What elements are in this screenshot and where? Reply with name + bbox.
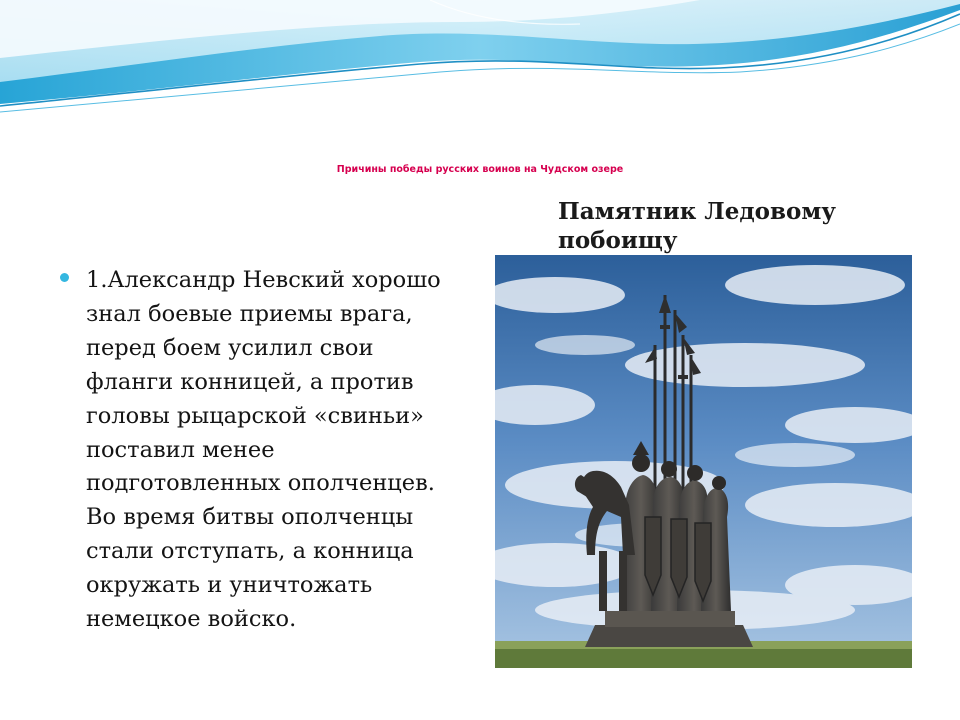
bullet-line: Во время битвы ополченцы <box>86 504 414 531</box>
bullet-line: фланги конницей, а против <box>86 368 414 395</box>
bullet-line: знал боевые приемы врага, <box>86 300 413 327</box>
caption-line: побоищу <box>558 227 678 254</box>
bullet-line: стали отступать, а конница <box>86 538 414 565</box>
caption-line: Памятник Ледовому <box>558 198 837 225</box>
monument-illustration <box>495 255 912 668</box>
wave-decoration <box>0 0 960 120</box>
monument-photo <box>495 255 912 668</box>
bullet-line: перед боем усилил свои <box>86 334 374 361</box>
monument-caption <box>558 197 878 255</box>
bullet-line: окружать и уничтожать <box>86 572 373 599</box>
bullet-marker <box>60 273 69 282</box>
slide-title: Причины победы русских воинов на Чудском озере <box>336 164 624 175</box>
bullet-line: подготовленных ополченцев. <box>86 470 435 497</box>
bullet-line: головы рыцарской «свиньи» <box>86 402 424 429</box>
bullet-line: 1.Александр Невский хорошо <box>86 267 441 293</box>
bullet-line: поставил менее <box>86 436 275 463</box>
bullet-line: немецкое войско. <box>86 606 297 633</box>
bullet-text <box>86 264 478 637</box>
